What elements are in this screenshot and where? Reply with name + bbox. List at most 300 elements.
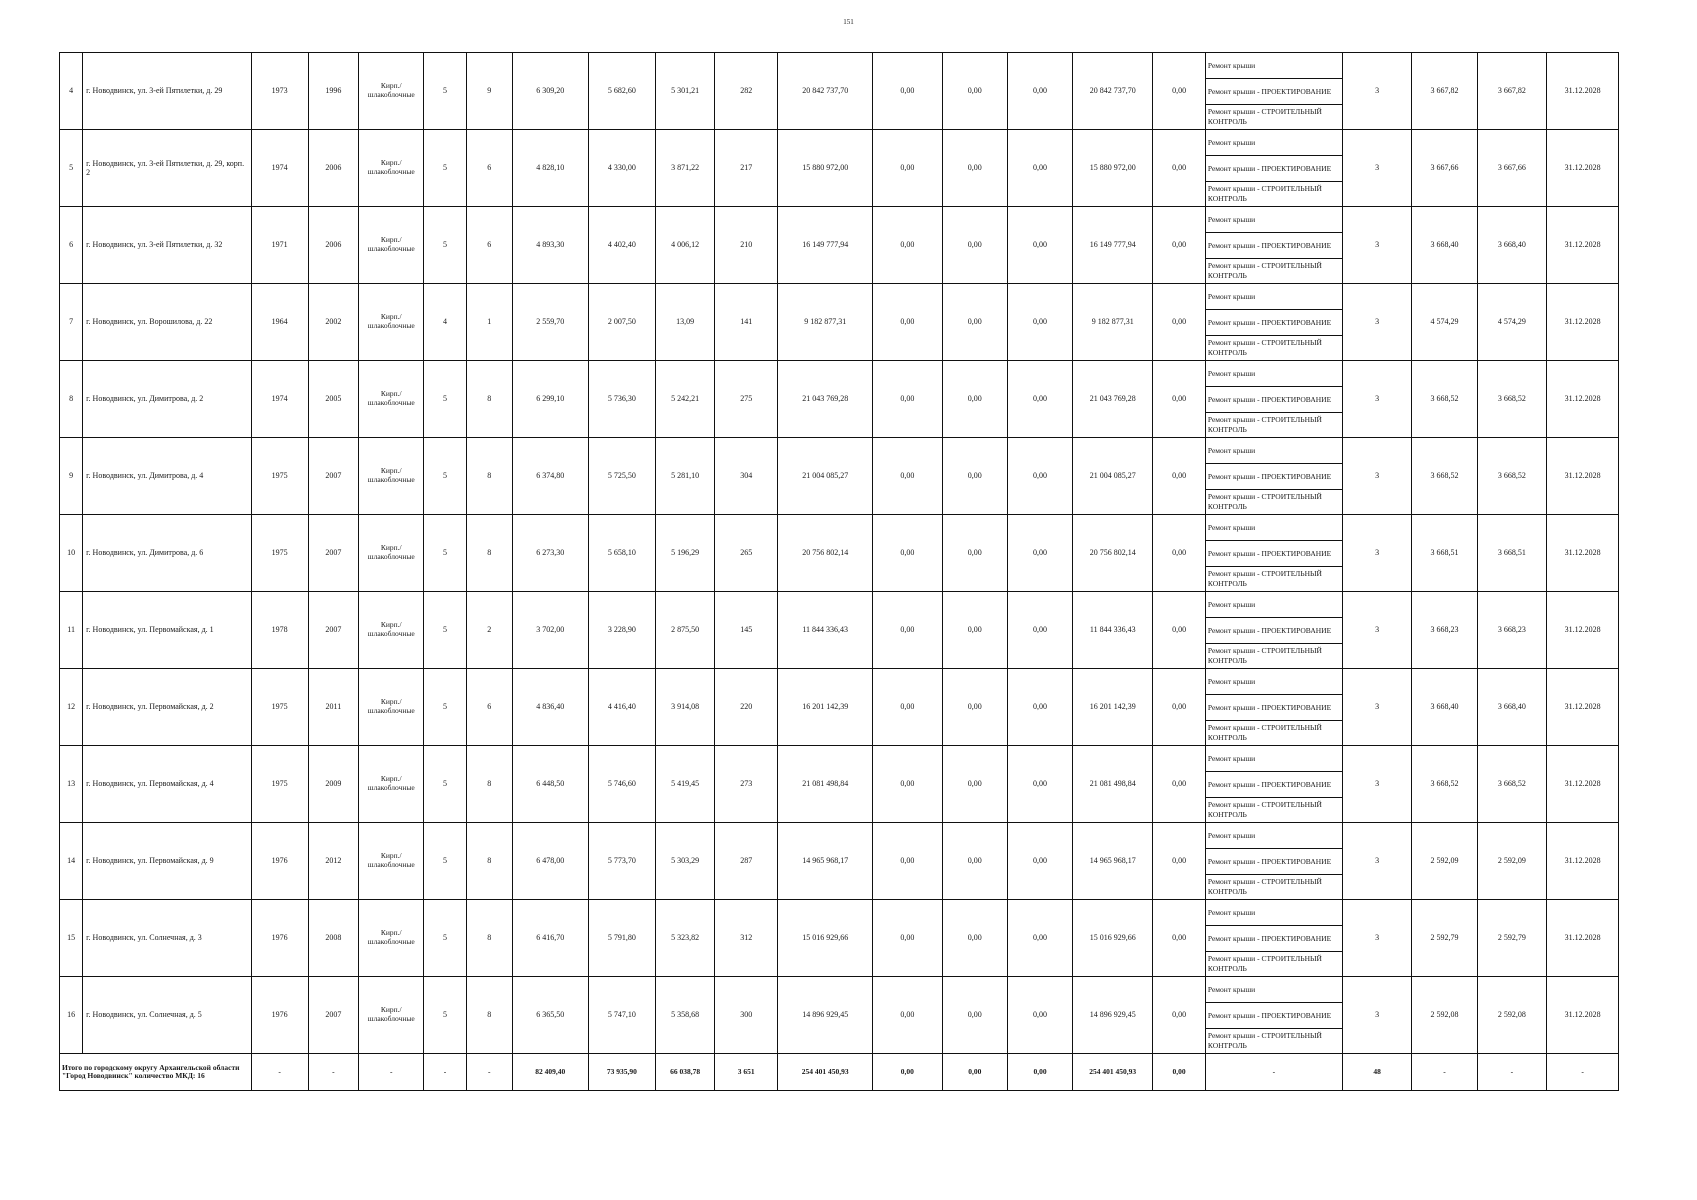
address-cell: г. Новодвинск, ул. Первомайская, д. 2 xyxy=(83,669,252,746)
unit-cost-cell: 3 668,40 xyxy=(1412,669,1477,746)
year-overhaul-cell: 2009 xyxy=(308,746,359,823)
work-item: Ремонт крыши - СТРОИТЕЛЬНЫЙ КОНТРОЛЬ xyxy=(1207,954,1322,973)
total-floors-cell: - xyxy=(424,1054,466,1091)
work-item: Ремонт крыши - СТРОИТЕЛЬНЫЙ КОНТРОЛЬ xyxy=(1207,184,1322,203)
fund-local-cell: 0,00 xyxy=(1007,438,1072,515)
year-overhaul-cell: 1996 xyxy=(308,53,359,130)
works-cell xyxy=(1205,438,1342,515)
total-area-total-cell: 82 409,40 xyxy=(512,1054,588,1091)
work-item: Ремонт крыши - СТРОИТЕЛЬНЫЙ КОНТРОЛЬ xyxy=(1207,415,1322,434)
works-cell xyxy=(1205,977,1342,1054)
total-wall-material-cell: - xyxy=(359,1054,424,1091)
fund-local-cell: 0,00 xyxy=(1007,207,1072,284)
unit-cost-cell: 3 667,82 xyxy=(1412,53,1477,130)
fund-regional-cell: 0,00 xyxy=(942,746,1007,823)
table-row xyxy=(60,53,1619,130)
residents-cell: 300 xyxy=(715,977,778,1054)
wall-material-cell: Кирп./ шлакоблочные xyxy=(359,900,424,977)
unit-cost-limit-cell: 3 668,40 xyxy=(1477,669,1547,746)
floors-cell: 5 xyxy=(424,53,466,130)
deadline-cell: 31.12.2028 xyxy=(1547,284,1619,361)
table-row xyxy=(60,361,1619,438)
works-cell xyxy=(1205,669,1342,746)
fund-local-cell: 0,00 xyxy=(1007,515,1072,592)
address-cell: г. Новодвинск, ул. Солнечная, д. 3 xyxy=(83,900,252,977)
entrances-cell: 8 xyxy=(466,438,512,515)
total-fund-owners-cell: 254 401 450,93 xyxy=(1073,1054,1153,1091)
work-item: Ремонт крыши - ПРОЕКТИРОВАНИЕ xyxy=(1206,387,1342,413)
fund-other-cell: 0,00 xyxy=(1153,130,1206,207)
fund-local-cell: 0,00 xyxy=(1007,900,1072,977)
area-premises-cell: 5 791,80 xyxy=(588,900,655,977)
row-number-cell: 4 xyxy=(60,53,83,130)
work-item: Ремонт крыши xyxy=(1206,900,1342,926)
year-built-cell: 1975 xyxy=(251,438,308,515)
unit-cost-cell: 2 592,09 xyxy=(1412,823,1477,900)
unit-cost-cell: 3 668,40 xyxy=(1412,207,1477,284)
area-living-cell: 5 281,10 xyxy=(656,438,715,515)
work-count-cell: 3 xyxy=(1342,746,1412,823)
fund-other-cell: 0,00 xyxy=(1153,515,1206,592)
area-living-cell: 13,09 xyxy=(656,284,715,361)
unit-cost-cell: 3 668,52 xyxy=(1412,746,1477,823)
table-row xyxy=(60,130,1619,207)
work-item: Ремонт крыши xyxy=(1206,823,1342,849)
fund-owners-cell: 16 149 777,94 xyxy=(1073,207,1153,284)
work-count-cell: 3 xyxy=(1342,977,1412,1054)
unit-cost-limit-cell: 4 574,29 xyxy=(1477,284,1547,361)
fund-regional-cell: 0,00 xyxy=(942,592,1007,669)
area-total-cell: 2 559,70 xyxy=(512,284,588,361)
fund-other-cell: 0,00 xyxy=(1153,977,1206,1054)
area-total-cell: 6 448,50 xyxy=(512,746,588,823)
work-item: Ремонт крыши xyxy=(1206,438,1342,464)
area-premises-cell: 2 007,50 xyxy=(588,284,655,361)
fund-local-cell: 0,00 xyxy=(1007,746,1072,823)
year-overhaul-cell: 2002 xyxy=(308,284,359,361)
row-number-cell: 6 xyxy=(60,207,83,284)
area-living-cell: 2 875,50 xyxy=(656,592,715,669)
deadline-cell: 31.12.2028 xyxy=(1547,669,1619,746)
wall-material-cell: Кирп./ шлакоблочные xyxy=(359,669,424,746)
row-number-cell: 15 xyxy=(60,900,83,977)
row-number-cell: 9 xyxy=(60,438,83,515)
work-item: Ремонт крыши - ПРОЕКТИРОВАНИЕ xyxy=(1206,772,1342,798)
address-cell: г. Новодвинск, ул. Ворошилова, д. 22 xyxy=(83,284,252,361)
cost-total-cell: 14 896 929,45 xyxy=(778,977,873,1054)
total-area-living-cell: 66 038,78 xyxy=(656,1054,715,1091)
fund-regional-cell: 0,00 xyxy=(942,284,1007,361)
work-item: Ремонт крыши xyxy=(1206,130,1342,156)
area-premises-cell: 4 416,40 xyxy=(588,669,655,746)
unit-cost-limit-cell: 2 592,08 xyxy=(1477,977,1547,1054)
work-item: Ремонт крыши - ПРОЕКТИРОВАНИЕ xyxy=(1206,695,1342,721)
area-total-cell: 6 374,80 xyxy=(512,438,588,515)
work-item: Ремонт крыши - СТРОИТЕЛЬНЫЙ КОНТРОЛЬ xyxy=(1207,261,1322,280)
area-premises-cell: 5 658,10 xyxy=(588,515,655,592)
works-cell xyxy=(1205,53,1342,130)
unit-cost-cell: 3 667,66 xyxy=(1412,130,1477,207)
fund-other-cell: 0,00 xyxy=(1153,207,1206,284)
work-count-cell: 3 xyxy=(1342,53,1412,130)
residents-cell: 287 xyxy=(715,823,778,900)
area-living-cell: 5 196,29 xyxy=(656,515,715,592)
deadline-cell: 31.12.2028 xyxy=(1547,53,1619,130)
floors-cell: 5 xyxy=(424,746,466,823)
work-item: Ремонт крыши xyxy=(1206,53,1342,79)
total-fund-other-cell: 0,00 xyxy=(1153,1054,1206,1091)
residents-cell: 312 xyxy=(715,900,778,977)
row-number-cell: 8 xyxy=(60,361,83,438)
work-item: Ремонт крыши - СТРОИТЕЛЬНЫЙ КОНТРОЛЬ xyxy=(1207,1031,1322,1050)
entrances-cell: 8 xyxy=(466,900,512,977)
unit-cost-cell: 3 668,52 xyxy=(1412,361,1477,438)
address-cell: г. Новодвинск, ул. 3-ей Пятилетки, д. 29, корп. 2 xyxy=(83,130,252,207)
unit-cost-limit-cell: 3 668,23 xyxy=(1477,592,1547,669)
year-overhaul-cell: 2006 xyxy=(308,207,359,284)
row-number-cell: 10 xyxy=(60,515,83,592)
cost-total-cell: 15 016 929,66 xyxy=(778,900,873,977)
fund-local-cell: 0,00 xyxy=(1007,361,1072,438)
fund-owners-cell: 21 043 769,28 xyxy=(1073,361,1153,438)
wall-material-cell: Кирп./ шлакоблочные xyxy=(359,977,424,1054)
works-cell xyxy=(1205,284,1342,361)
entrances-cell: 8 xyxy=(466,823,512,900)
work-item: Ремонт крыши xyxy=(1206,207,1342,233)
total-unit-cost-cell: - xyxy=(1412,1054,1477,1091)
floors-cell: 5 xyxy=(424,823,466,900)
fund-local-cell: 0,00 xyxy=(1007,130,1072,207)
work-item: Ремонт крыши - ПРОЕКТИРОВАНИЕ xyxy=(1206,310,1342,336)
works-cell xyxy=(1205,823,1342,900)
fund-federal-cell: 0,00 xyxy=(873,361,943,438)
work-item: Ремонт крыши - СТРОИТЕЛЬНЫЙ КОНТРОЛЬ xyxy=(1207,877,1322,896)
works-cell xyxy=(1205,361,1342,438)
total-label: Итого по городскому округу Архангельской области "Город Новодвинск" количество МКД: 16 xyxy=(60,1054,252,1091)
residents-cell: 217 xyxy=(715,130,778,207)
floors-cell: 5 xyxy=(424,669,466,746)
row-number-cell: 16 xyxy=(60,977,83,1054)
area-total-cell: 4 893,30 xyxy=(512,207,588,284)
fund-federal-cell: 0,00 xyxy=(873,823,943,900)
total-cost-total-cell: 254 401 450,93 xyxy=(778,1054,873,1091)
overhaul-register-table xyxy=(59,52,1619,1091)
area-living-cell: 5 419,45 xyxy=(656,746,715,823)
area-total-cell: 4 836,40 xyxy=(512,669,588,746)
unit-cost-cell: 2 592,08 xyxy=(1412,977,1477,1054)
fund-regional-cell: 0,00 xyxy=(942,515,1007,592)
works-cell xyxy=(1205,900,1342,977)
floors-cell: 5 xyxy=(424,438,466,515)
area-premises-cell: 5 682,60 xyxy=(588,53,655,130)
floors-cell: 5 xyxy=(424,977,466,1054)
area-premises-cell: 4 402,40 xyxy=(588,207,655,284)
work-item: Ремонт крыши - СТРОИТЕЛЬНЫЙ КОНТРОЛЬ xyxy=(1207,338,1322,357)
fund-federal-cell: 0,00 xyxy=(873,515,943,592)
work-item: Ремонт крыши - СТРОИТЕЛЬНЫЙ КОНТРОЛЬ xyxy=(1207,800,1322,819)
fund-federal-cell: 0,00 xyxy=(873,207,943,284)
fund-local-cell: 0,00 xyxy=(1007,284,1072,361)
work-item: Ремонт крыши xyxy=(1206,284,1342,310)
address-cell: г. Новодвинск, ул. Первомайская, д. 1 xyxy=(83,592,252,669)
unit-cost-limit-cell: 2 592,09 xyxy=(1477,823,1547,900)
cost-total-cell: 20 756 802,14 xyxy=(778,515,873,592)
fund-local-cell: 0,00 xyxy=(1007,823,1072,900)
work-item: Ремонт крыши - ПРОЕКТИРОВАНИЕ xyxy=(1206,464,1342,490)
wall-material-cell: Кирп./ шлакоблочные xyxy=(359,130,424,207)
unit-cost-limit-cell: 2 592,79 xyxy=(1477,900,1547,977)
year-built-cell: 1975 xyxy=(251,669,308,746)
year-built-cell: 1976 xyxy=(251,823,308,900)
year-built-cell: 1964 xyxy=(251,284,308,361)
entrances-cell: 6 xyxy=(466,669,512,746)
residents-cell: 273 xyxy=(715,746,778,823)
wall-material-cell: Кирп./ шлакоблочные xyxy=(359,592,424,669)
area-premises-cell: 5 725,50 xyxy=(588,438,655,515)
fund-regional-cell: 0,00 xyxy=(942,823,1007,900)
residents-cell: 275 xyxy=(715,361,778,438)
area-total-cell: 6 478,00 xyxy=(512,823,588,900)
work-item: Ремонт крыши - СТРОИТЕЛЬНЫЙ КОНТРОЛЬ xyxy=(1207,107,1322,126)
floors-cell: 5 xyxy=(424,130,466,207)
unit-cost-limit-cell: 3 668,52 xyxy=(1477,438,1547,515)
year-built-cell: 1976 xyxy=(251,977,308,1054)
work-item: Ремонт крыши - ПРОЕКТИРОВАНИЕ xyxy=(1206,233,1342,259)
floors-cell: 5 xyxy=(424,515,466,592)
cost-total-cell: 21 081 498,84 xyxy=(778,746,873,823)
unit-cost-cell: 3 668,23 xyxy=(1412,592,1477,669)
residents-cell: 145 xyxy=(715,592,778,669)
table-row xyxy=(60,669,1619,746)
table-body xyxy=(60,53,1619,1091)
area-premises-cell: 4 330,00 xyxy=(588,130,655,207)
table-row xyxy=(60,284,1619,361)
table-row xyxy=(60,515,1619,592)
area-living-cell: 3 871,22 xyxy=(656,130,715,207)
unit-cost-limit-cell: 3 668,51 xyxy=(1477,515,1547,592)
work-count-cell: 3 xyxy=(1342,207,1412,284)
total-work-count-cell: 48 xyxy=(1342,1054,1412,1091)
work-item: Ремонт крыши - СТРОИТЕЛЬНЫЙ КОНТРОЛЬ xyxy=(1207,723,1322,742)
deadline-cell: 31.12.2028 xyxy=(1547,515,1619,592)
year-built-cell: 1974 xyxy=(251,361,308,438)
unit-cost-cell: 4 574,29 xyxy=(1412,284,1477,361)
fund-owners-cell: 14 896 929,45 xyxy=(1073,977,1153,1054)
wall-material-cell: Кирп./ шлакоблочные xyxy=(359,207,424,284)
area-premises-cell: 5 746,60 xyxy=(588,746,655,823)
year-built-cell: 1971 xyxy=(251,207,308,284)
entrances-cell: 6 xyxy=(466,130,512,207)
row-number-cell: 5 xyxy=(60,130,83,207)
total-area-premises-cell: 73 935,90 xyxy=(588,1054,655,1091)
area-premises-cell: 5 736,30 xyxy=(588,361,655,438)
address-cell: г. Новодвинск, ул. Первомайская, д. 4 xyxy=(83,746,252,823)
total-entrances-cell: - xyxy=(466,1054,512,1091)
entrances-cell: 8 xyxy=(466,361,512,438)
fund-other-cell: 0,00 xyxy=(1153,669,1206,746)
wall-material-cell: Кирп./ шлакоблочные xyxy=(359,438,424,515)
table-row xyxy=(60,977,1619,1054)
area-total-cell: 4 828,10 xyxy=(512,130,588,207)
entrances-cell: 6 xyxy=(466,207,512,284)
works-cell xyxy=(1205,515,1342,592)
year-built-cell: 1975 xyxy=(251,515,308,592)
address-cell: г. Новодвинск, ул. Солнечная, д. 5 xyxy=(83,977,252,1054)
area-living-cell: 5 303,29 xyxy=(656,823,715,900)
work-item: Ремонт крыши xyxy=(1206,515,1342,541)
fund-regional-cell: 0,00 xyxy=(942,361,1007,438)
works-cell xyxy=(1205,746,1342,823)
work-count-cell: 3 xyxy=(1342,515,1412,592)
work-count-cell: 3 xyxy=(1342,823,1412,900)
floors-cell: 5 xyxy=(424,900,466,977)
row-number-cell: 13 xyxy=(60,746,83,823)
fund-owners-cell: 9 182 877,31 xyxy=(1073,284,1153,361)
year-overhaul-cell: 2007 xyxy=(308,977,359,1054)
wall-material-cell: Кирп./ шлакоблочные xyxy=(359,746,424,823)
fund-federal-cell: 0,00 xyxy=(873,977,943,1054)
fund-federal-cell: 0,00 xyxy=(873,746,943,823)
table-row xyxy=(60,438,1619,515)
area-living-cell: 4 006,12 xyxy=(656,207,715,284)
year-overhaul-cell: 2007 xyxy=(308,515,359,592)
page-number: 151 xyxy=(843,18,854,26)
entrances-cell: 8 xyxy=(466,746,512,823)
area-total-cell: 6 299,10 xyxy=(512,361,588,438)
fund-other-cell: 0,00 xyxy=(1153,823,1206,900)
fund-federal-cell: 0,00 xyxy=(873,53,943,130)
unit-cost-limit-cell: 3 668,52 xyxy=(1477,746,1547,823)
table-row xyxy=(60,592,1619,669)
fund-owners-cell: 15 880 972,00 xyxy=(1073,130,1153,207)
unit-cost-limit-cell: 3 668,40 xyxy=(1477,207,1547,284)
cost-total-cell: 21 004 085,27 xyxy=(778,438,873,515)
area-living-cell: 5 358,68 xyxy=(656,977,715,1054)
fund-owners-cell: 20 756 802,14 xyxy=(1073,515,1153,592)
area-premises-cell: 3 228,90 xyxy=(588,592,655,669)
area-living-cell: 5 323,82 xyxy=(656,900,715,977)
unit-cost-limit-cell: 3 667,82 xyxy=(1477,53,1547,130)
fund-regional-cell: 0,00 xyxy=(942,53,1007,130)
total-fund-regional-cell: 0,00 xyxy=(942,1054,1007,1091)
year-built-cell: 1973 xyxy=(251,53,308,130)
total-fund-federal-cell: 0,00 xyxy=(873,1054,943,1091)
area-living-cell: 5 301,21 xyxy=(656,53,715,130)
total-year-overhaul-cell: - xyxy=(308,1054,359,1091)
fund-owners-cell: 21 081 498,84 xyxy=(1073,746,1153,823)
work-item: Ремонт крыши - СТРОИТЕЛЬНЫЙ КОНТРОЛЬ xyxy=(1207,646,1322,665)
entrances-cell: 8 xyxy=(466,977,512,1054)
deadline-cell: 31.12.2028 xyxy=(1547,977,1619,1054)
work-count-cell: 3 xyxy=(1342,284,1412,361)
fund-other-cell: 0,00 xyxy=(1153,361,1206,438)
fund-local-cell: 0,00 xyxy=(1007,977,1072,1054)
cost-total-cell: 14 965 968,17 xyxy=(778,823,873,900)
deadline-cell: 31.12.2028 xyxy=(1547,207,1619,284)
row-number-cell: 11 xyxy=(60,592,83,669)
total-fund-local-cell: 0,00 xyxy=(1007,1054,1072,1091)
total-year-built-cell: - xyxy=(251,1054,308,1091)
table-row xyxy=(60,746,1619,823)
fund-federal-cell: 0,00 xyxy=(873,130,943,207)
cost-total-cell: 9 182 877,31 xyxy=(778,284,873,361)
area-total-cell: 6 273,30 xyxy=(512,515,588,592)
works-cell xyxy=(1205,207,1342,284)
year-overhaul-cell: 2007 xyxy=(308,592,359,669)
fund-other-cell: 0,00 xyxy=(1153,438,1206,515)
work-item: Ремонт крыши - ПРОЕКТИРОВАНИЕ xyxy=(1206,849,1342,875)
cost-total-cell: 15 880 972,00 xyxy=(778,130,873,207)
fund-local-cell: 0,00 xyxy=(1007,669,1072,746)
fund-regional-cell: 0,00 xyxy=(942,438,1007,515)
fund-regional-cell: 0,00 xyxy=(942,669,1007,746)
row-number-cell: 14 xyxy=(60,823,83,900)
address-cell: г. Новодвинск, ул. Димитрова, д. 6 xyxy=(83,515,252,592)
work-item: Ремонт крыши - ПРОЕКТИРОВАНИЕ xyxy=(1206,156,1342,182)
table-row xyxy=(60,900,1619,977)
deadline-cell: 31.12.2028 xyxy=(1547,438,1619,515)
area-total-cell: 6 416,70 xyxy=(512,900,588,977)
floors-cell: 5 xyxy=(424,361,466,438)
fund-federal-cell: 0,00 xyxy=(873,592,943,669)
area-total-cell: 6 365,50 xyxy=(512,977,588,1054)
wall-material-cell: Кирп./ шлакоблочные xyxy=(359,284,424,361)
cost-total-cell: 16 201 142,39 xyxy=(778,669,873,746)
year-overhaul-cell: 2012 xyxy=(308,823,359,900)
fund-federal-cell: 0,00 xyxy=(873,284,943,361)
residents-cell: 210 xyxy=(715,207,778,284)
work-count-cell: 3 xyxy=(1342,669,1412,746)
fund-owners-cell: 20 842 737,70 xyxy=(1073,53,1153,130)
fund-federal-cell: 0,00 xyxy=(873,669,943,746)
work-item: Ремонт крыши - ПРОЕКТИРОВАНИЕ xyxy=(1206,926,1342,952)
floors-cell: 5 xyxy=(424,592,466,669)
work-item: Ремонт крыши - СТРОИТЕЛЬНЫЙ КОНТРОЛЬ xyxy=(1207,492,1322,511)
work-count-cell: 3 xyxy=(1342,592,1412,669)
deadline-cell: 31.12.2028 xyxy=(1547,900,1619,977)
year-overhaul-cell: 2006 xyxy=(308,130,359,207)
cost-total-cell: 16 149 777,94 xyxy=(778,207,873,284)
work-item: Ремонт крыши xyxy=(1206,746,1342,772)
year-built-cell: 1976 xyxy=(251,900,308,977)
year-built-cell: 1978 xyxy=(251,592,308,669)
works-cell xyxy=(1205,130,1342,207)
fund-other-cell: 0,00 xyxy=(1153,53,1206,130)
unit-cost-cell: 3 668,52 xyxy=(1412,438,1477,515)
work-count-cell: 3 xyxy=(1342,361,1412,438)
work-item: Ремонт крыши - СТРОИТЕЛЬНЫЙ КОНТРОЛЬ xyxy=(1207,569,1322,588)
works-cell xyxy=(1205,592,1342,669)
wall-material-cell: Кирп./ шлакоблочные xyxy=(359,823,424,900)
area-living-cell: 3 914,08 xyxy=(656,669,715,746)
unit-cost-limit-cell: 3 668,52 xyxy=(1477,361,1547,438)
table-row xyxy=(60,823,1619,900)
deadline-cell: 31.12.2028 xyxy=(1547,746,1619,823)
fund-federal-cell: 0,00 xyxy=(873,438,943,515)
area-total-cell: 6 309,20 xyxy=(512,53,588,130)
total-deadline-cell: - xyxy=(1547,1054,1619,1091)
wall-material-cell: Кирп./ шлакоблочные xyxy=(359,515,424,592)
fund-local-cell: 0,00 xyxy=(1007,592,1072,669)
address-cell: г. Новодвинск, ул. Димитрова, д. 4 xyxy=(83,438,252,515)
residents-cell: 141 xyxy=(715,284,778,361)
total-residents-cell: 3 651 xyxy=(715,1054,778,1091)
work-item: Ремонт крыши - ПРОЕКТИРОВАНИЕ xyxy=(1206,79,1342,105)
residents-cell: 265 xyxy=(715,515,778,592)
address-cell: г. Новодвинск, ул. Первомайская, д. 9 xyxy=(83,823,252,900)
entrances-cell: 2 xyxy=(466,592,512,669)
work-item: Ремонт крыши - ПРОЕКТИРОВАНИЕ xyxy=(1206,541,1342,567)
